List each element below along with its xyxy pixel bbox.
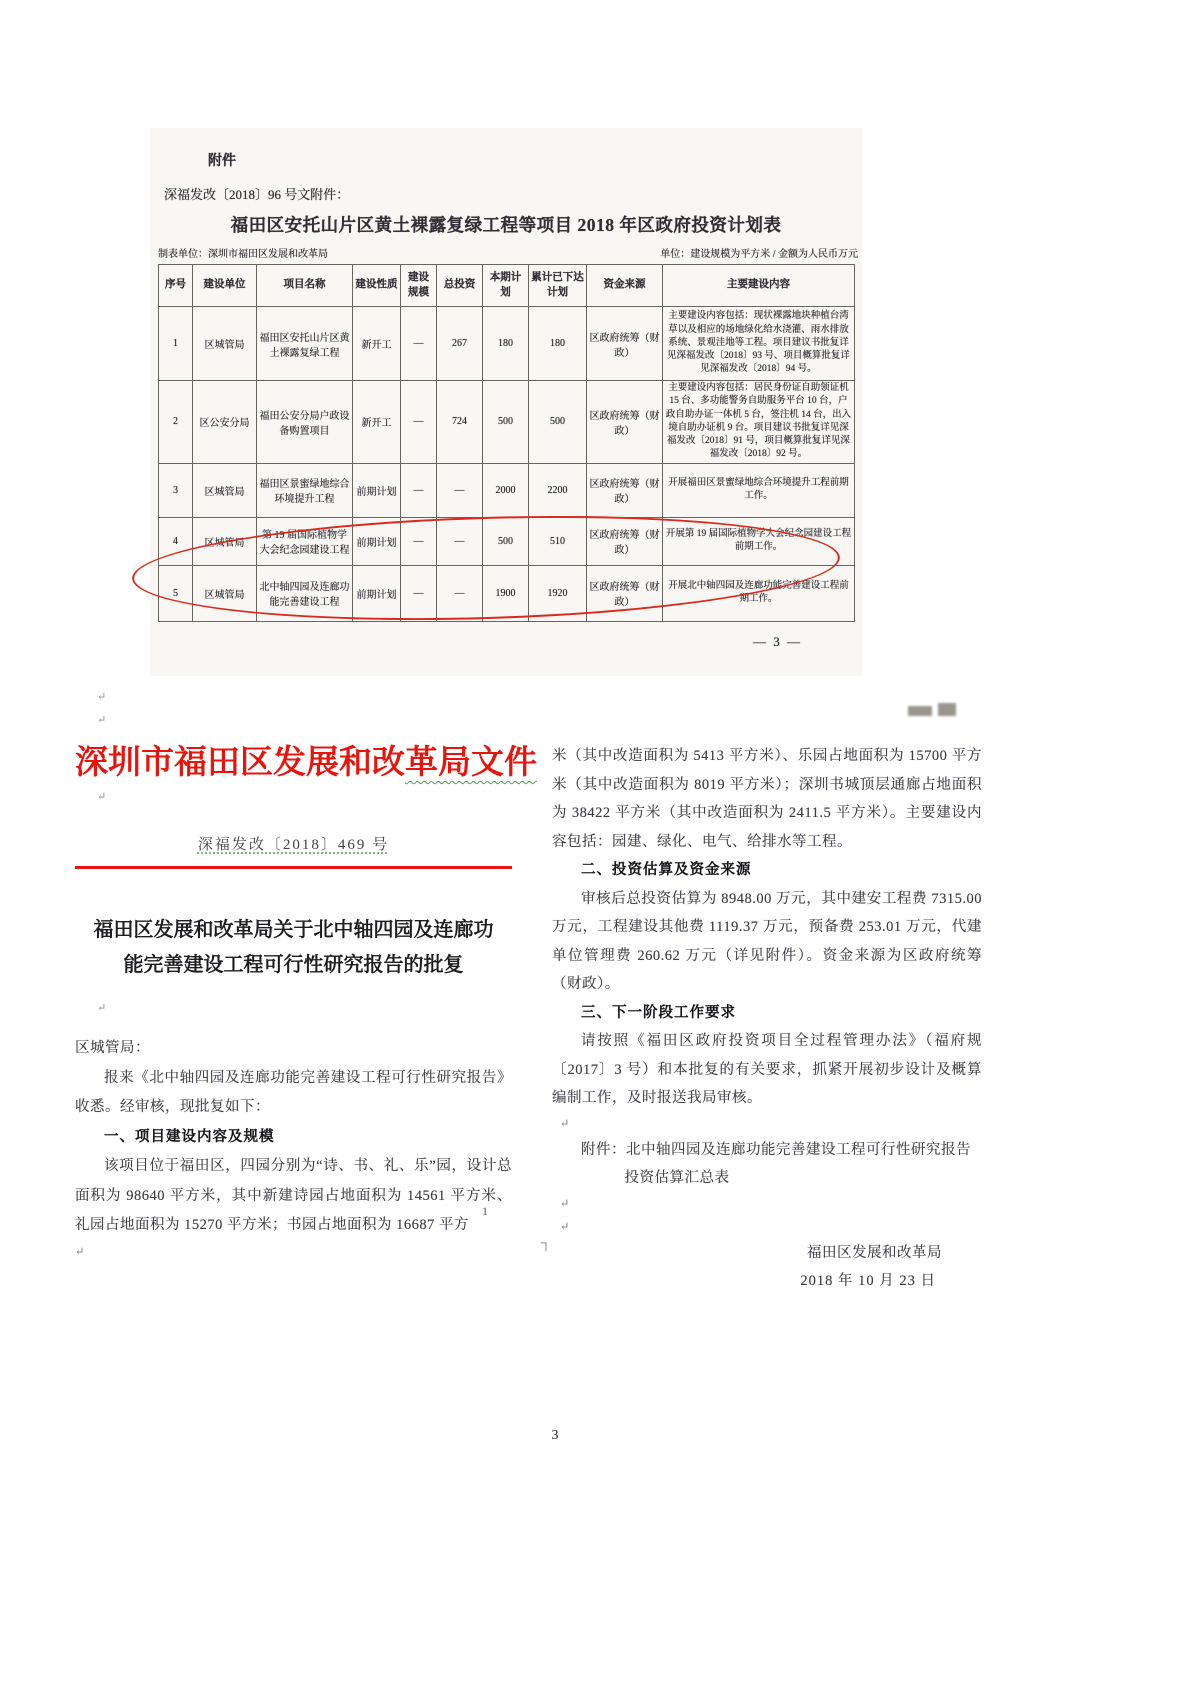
- attachment-note-line2: 投资估算汇总表: [624, 1170, 730, 1186]
- cell-project: 福田区景蜜绿地综合环境提升工程: [257, 463, 353, 517]
- cell-content: 主要建设内容包括：居民身份证自助领证机 15 台、多功能警务自助服务平台 10 台，户政自助办证一体机 5 台，签注机 14 台，出入境自助办证机 9 台。项目建议书批复详见深福发改〔2018〕91 号，项目概算批复详见深福发改〔2018〕92 号。: [663, 381, 855, 464]
- letter-title-line2: 能完善建设工程可行性研究报告的批复: [123, 954, 464, 976]
- cell-nature: 前期计划: [353, 517, 401, 565]
- cell-scale: —: [401, 307, 437, 381]
- left-column-page-number: 1: [482, 1204, 488, 1218]
- col-header: 建设单位: [193, 265, 257, 307]
- cell-unit: 区城管局: [193, 307, 257, 381]
- table-notes: [158, 245, 858, 260]
- letter-body-left: [75, 1034, 512, 1264]
- cell-current: 500: [483, 381, 529, 464]
- cell-unit: 区城管局: [193, 463, 257, 517]
- letter-page-2: [552, 742, 982, 1296]
- cell-project: 福田区安托山片区黄土裸露复绿工程: [257, 307, 353, 381]
- cell-cumulative: 2200: [529, 463, 587, 517]
- col-header: 累计已下达计划: [529, 265, 587, 307]
- letter-title: [75, 913, 512, 983]
- section1-paragraph: 该项目位于福田区，四园分别为“诗、书、礼、乐”园，设计总面积为 98640 平方米，其中新建诗园占地面积为 14561 平方米、礼园占地面积为 15270 平方米；书园占地面积为 16687 平方: [75, 1158, 512, 1233]
- paragraph-mark: ↵: [97, 691, 107, 703]
- cell-current: 2000: [483, 463, 529, 517]
- cell-unit: 区公安分局: [193, 381, 257, 464]
- cell-total: —: [437, 463, 483, 517]
- cell-nature: 前期计划: [353, 565, 401, 621]
- cell-content: 开展第 19 届国际植物学大会纪念园建设工程前期工作。: [663, 517, 855, 565]
- letter-page-1: [75, 686, 537, 1264]
- col-header: 建设规模: [401, 265, 437, 307]
- signature-organization: 福田区发展和改革局: [807, 1244, 942, 1261]
- cell-unit: 区城管局: [193, 565, 257, 621]
- document-number: 深福发改〔2018〕469 号: [197, 837, 390, 853]
- section3-paragraph: 请按照《福田区政府投资项目全过程管理办法》（福府规〔2017〕3 号）和本批复的有关要求，抓紧开展初步设计及概算编制工作，及时报送我局审核。: [552, 1033, 982, 1106]
- paragraph-mark: ↵: [97, 714, 107, 726]
- page-number: 3: [551, 1428, 559, 1443]
- cell-source: 区政府统筹（财政）: [587, 463, 663, 517]
- section3-heading: 三、下一阶段工作要求: [581, 1004, 736, 1021]
- paragraph-mark: ↵: [560, 1220, 570, 1233]
- cell-cumulative: 180: [529, 307, 587, 381]
- cell-seq: 1: [159, 307, 193, 381]
- attachment-doc-ref: 深福发改〔2018〕96 号文附件：: [164, 187, 350, 202]
- paragraph-mark: ↵: [75, 1245, 85, 1258]
- cell-current: 500: [483, 517, 529, 565]
- cell-total: —: [437, 517, 483, 565]
- paragraph-mark: ↵: [560, 1117, 570, 1130]
- cell-project: 福田公安分局户政设备购置项目: [257, 381, 353, 464]
- cell-nature: 新开工: [353, 381, 401, 464]
- cell-source: 区政府统筹（财政）: [587, 517, 663, 565]
- table-header-row: [159, 265, 855, 307]
- cell-current: 1900: [483, 565, 529, 621]
- letter-body-right: [552, 742, 982, 1296]
- cell-source: 区政府统筹（财政）: [587, 565, 663, 621]
- attachment-note-line1: 附件：北中轴四园及连廊功能完善建设工程可行性研究报告: [581, 1141, 971, 1158]
- cell-nature: 新开工: [353, 307, 401, 381]
- cell-project: 第 19 届国际植物学大会纪念园建设工程: [257, 517, 353, 565]
- cell-content: 开展福田区景蜜绿地综合环境提升工程前期工作。: [663, 463, 855, 517]
- cell-source: 区政府统筹（财政）: [587, 381, 663, 464]
- paragraph-mark: ↵: [560, 1197, 570, 1210]
- section2-paragraph: 审核后总投资估算为 8948.00 万元，其中建安工程费 7315.00 万元，工程建设其他费 1119.37 万元，预备费 253.01 万元，代建单位管理费 260.62 万元（详见附件）。资金来源为区政府统筹（财政）。: [552, 890, 982, 992]
- cell-scale: —: [401, 381, 437, 464]
- table-row: [159, 381, 855, 464]
- crop-mark: ┐: [541, 1236, 551, 1251]
- section1-continued-paragraph: 米（其中改造面积为 5413 平方米）、乐园占地面积为 15700 平方米（其中改造面积为 8019 平方米）；深圳书城顶层通廊占地面积为 38422 平方米（其中改造面积为 2411.5 平方米）。主要建设内容包括：园建、绿化、电气、给排水等工程。: [552, 748, 982, 850]
- cell-seq: 2: [159, 381, 193, 464]
- salutation: 区城管局：: [75, 1040, 150, 1056]
- col-header: 项目名称: [257, 265, 353, 307]
- table-unit-note: 单位：建设规模为平方米 / 金额为人民币万元: [660, 249, 858, 260]
- letterhead-title: [75, 740, 537, 786]
- cell-seq: 3: [159, 463, 193, 517]
- table-row: [159, 463, 855, 517]
- section2-heading: 二、投资估算及资金来源: [581, 862, 752, 878]
- cell-content: 主要建设内容包括：现状裸露地块种植台湾草以及相应的场地绿化给水浇灌、雨水排放系统、景观洼地等工程。项目建议书批复详见深福发改〔2018〕93 号、项目概算批复详见深福发改〔2018〕94 号。: [663, 307, 855, 381]
- paragraph-mark: ↵: [97, 791, 107, 803]
- cell-seq: 4: [159, 517, 193, 565]
- cell-scale: —: [401, 463, 437, 517]
- letter-title-line1: 福田区发展和改革局关于北中轴四园及连廊功: [93, 919, 494, 941]
- table-row: [159, 307, 855, 381]
- cell-total: 724: [437, 381, 483, 464]
- col-header: 资金来源: [587, 265, 663, 307]
- cell-content: 开展北中轴四园及连廊功能完善建设工程前期工作。: [663, 565, 855, 621]
- cell-scale: —: [401, 517, 437, 565]
- scan-artifact: [938, 703, 956, 716]
- attachment-table-title: 福田区安托山片区黄土裸露复绿工程等项目 2018 年区政府投资计划表: [230, 215, 782, 235]
- signature-date: 2018 年 10 月 23 日: [800, 1273, 936, 1289]
- col-header: 本期计划: [483, 265, 529, 307]
- cell-source: 区政府统筹（财政）: [587, 307, 663, 381]
- letterhead-part2: 革局文件: [405, 745, 537, 781]
- scan-artifact: [908, 706, 932, 716]
- cell-scale: —: [401, 565, 437, 621]
- red-divider-line: [75, 866, 512, 869]
- table-maker-note: 制表单位：深圳市福田区发展和改革局: [158, 249, 328, 260]
- cell-total: 267: [437, 307, 483, 381]
- cell-total: —: [437, 565, 483, 621]
- cell-unit: 区城管局: [193, 517, 257, 565]
- intro-paragraph: 报来《北中轴四园及连廊功能完善建设工程可行性研究报告》收悉。经审核，现批复如下：: [75, 1069, 512, 1115]
- cell-cumulative: 500: [529, 381, 587, 464]
- letterhead-part1: 深圳市福田区发展和改: [75, 745, 405, 781]
- cell-project: 北中轴四园及连廊功能完善建设工程: [257, 565, 353, 621]
- section1-heading: 一、项目建设内容及规模: [104, 1128, 275, 1145]
- cell-cumulative: 510: [529, 517, 587, 565]
- scan-page-marker: — 3 —: [753, 634, 802, 649]
- cell-current: 180: [483, 307, 529, 381]
- cell-nature: 前期计划: [353, 463, 401, 517]
- cell-seq: 5: [159, 565, 193, 621]
- col-header: 主要建设内容: [663, 265, 855, 307]
- attachment-label: 附件: [208, 154, 236, 169]
- col-header: 建设性质: [353, 265, 401, 307]
- col-header: 总投资: [437, 265, 483, 307]
- col-header: 序号: [159, 265, 193, 307]
- paragraph-mark: ↵: [97, 1002, 107, 1014]
- cell-cumulative: 1920: [529, 565, 587, 621]
